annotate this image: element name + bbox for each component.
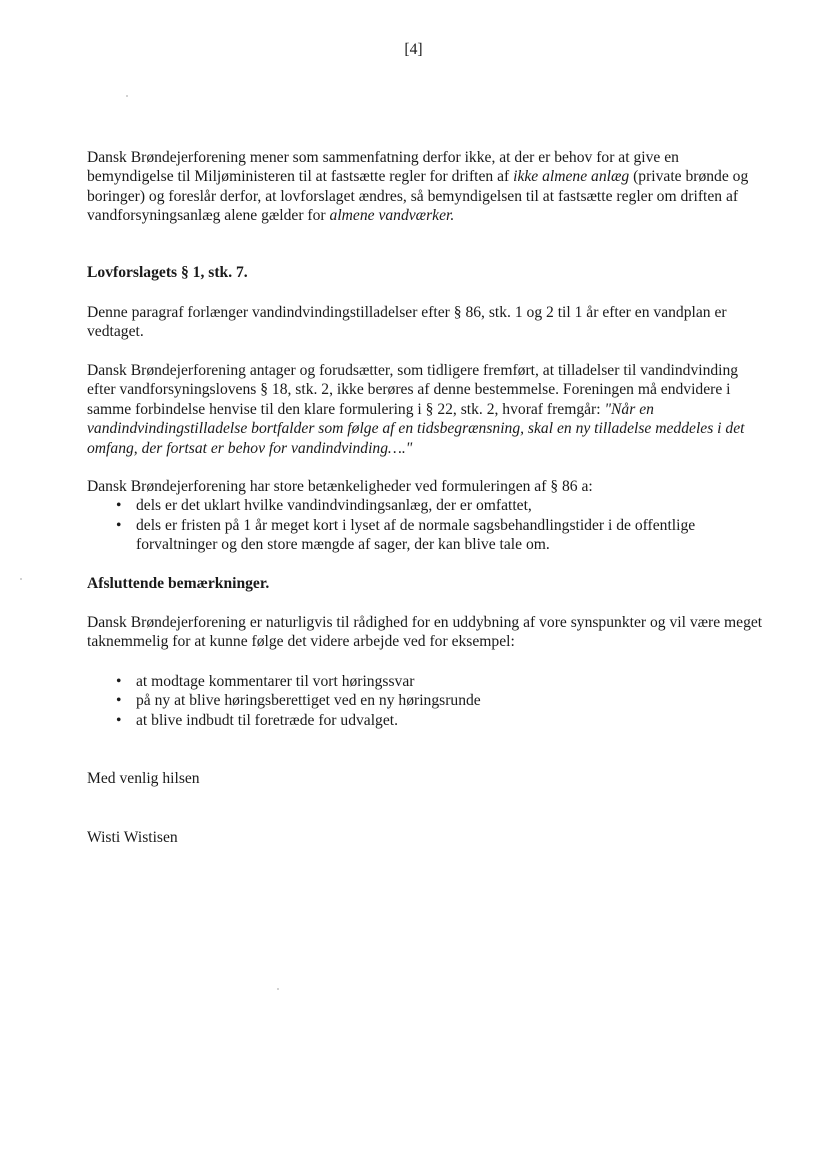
summary-text-2: (private brønde og boringer) og foreslår derfor, at lovforslaget ændres, så bemyndigelsen til at fastsætte regler om driften af vandforsyningsanlæg alene gælder for [87, 168, 749, 225]
bullet-icon: • [116, 692, 122, 710]
list-item-text: dels er det uklart hvilke vandindvindingsanlæg, der er omfattet, [136, 497, 532, 515]
list-item [87, 711, 767, 730]
list-item-text: dels er fristen på 1 år meget kort i lyset af de normale sagsbehandlingstider i de offentlige forvaltninger og den store mængde af sager, der kan blive tale om. [136, 516, 696, 554]
requests-block [87, 672, 767, 730]
paragraph-2 [87, 361, 767, 458]
bullet-icon: • [116, 497, 122, 515]
paragraph-3-text: Dansk Brøndejerforening har store betænkeligheder ved formuleringen af § 86 a: [87, 478, 593, 495]
list-item-text: at modtage kommentarer til vort høringssvar [136, 673, 415, 690]
requests-list [87, 672, 767, 730]
summary-paragraph [87, 148, 767, 226]
list-item [87, 516, 767, 555]
bullet-icon: • [116, 516, 122, 534]
section-heading-afsluttende: Afsluttende bemærkninger. [87, 575, 270, 592]
summary-text-1: Dansk Brøndejerforening mener som sammenfatning derfor ikke, at der er behov for at give en bemyndigelse til Miljøministeren til at fastsætte regler for driften af [87, 149, 679, 186]
scan-speck [20, 578, 22, 580]
page-number: [4] [404, 41, 423, 58]
closing-greeting: Med venlig hilsen [87, 770, 200, 787]
paragraph-4-text: Dansk Brøndejerforening er naturligvis til rådighed for en uddybning af vore synspunkter og vil være meget taknemmelig for at kunne følge det videre arbejde ved for eksempel: [87, 614, 763, 651]
signature-name: Wisti Wistisen [87, 829, 178, 846]
list-item [87, 496, 767, 515]
scan-speck [126, 95, 128, 97]
paragraph-4 [87, 613, 767, 652]
summary-italic-2: almene vandværker. [329, 207, 455, 225]
list-item-text: at blive indbudt til foretræde for udvalget. [136, 711, 398, 729]
paragraph-1-text: Denne paragraf forlænger vandindvindingstilladelser efter § 86, stk. 1 og 2 til 1 år efter en vandplan er vedtaget. [87, 304, 727, 341]
concerns-list [87, 496, 767, 554]
paragraph-1 [87, 303, 767, 342]
paragraph-2-text: Dansk Brøndejerforening antager og forudsætter, som tidligere fremført, at tilladelser til vandindvinding efter vandforsyningslovens § 18, stk. 2, ikke berøres af denne bestemmelse. Foreningen må endvidere i samme forbindelse henvise til den klare formulering i § 22, stk. 2, hvoraf fremgår: [87, 362, 739, 418]
list-item [87, 672, 767, 691]
paragraph-2-quote: "Når en vandindvindingstilladelse bortfalder som følge af en tidsbegrænsning, skal en ny tilladelse meddeles i det omfang, der fortsat er behov for vandindvinding…." [87, 400, 745, 457]
paragraph-3 [87, 477, 767, 555]
list-item-text: på ny at blive høringsberettiget ved en ny høringsrunde [136, 692, 481, 710]
scan-speck [277, 988, 279, 990]
section-heading-lovforslag: Lovforslagets § 1, stk. 7. [87, 264, 248, 281]
bullet-icon: • [116, 711, 122, 729]
list-item [87, 691, 767, 710]
bullet-icon: • [116, 673, 122, 690]
summary-italic-1: ikke almene anlæg [513, 168, 630, 186]
